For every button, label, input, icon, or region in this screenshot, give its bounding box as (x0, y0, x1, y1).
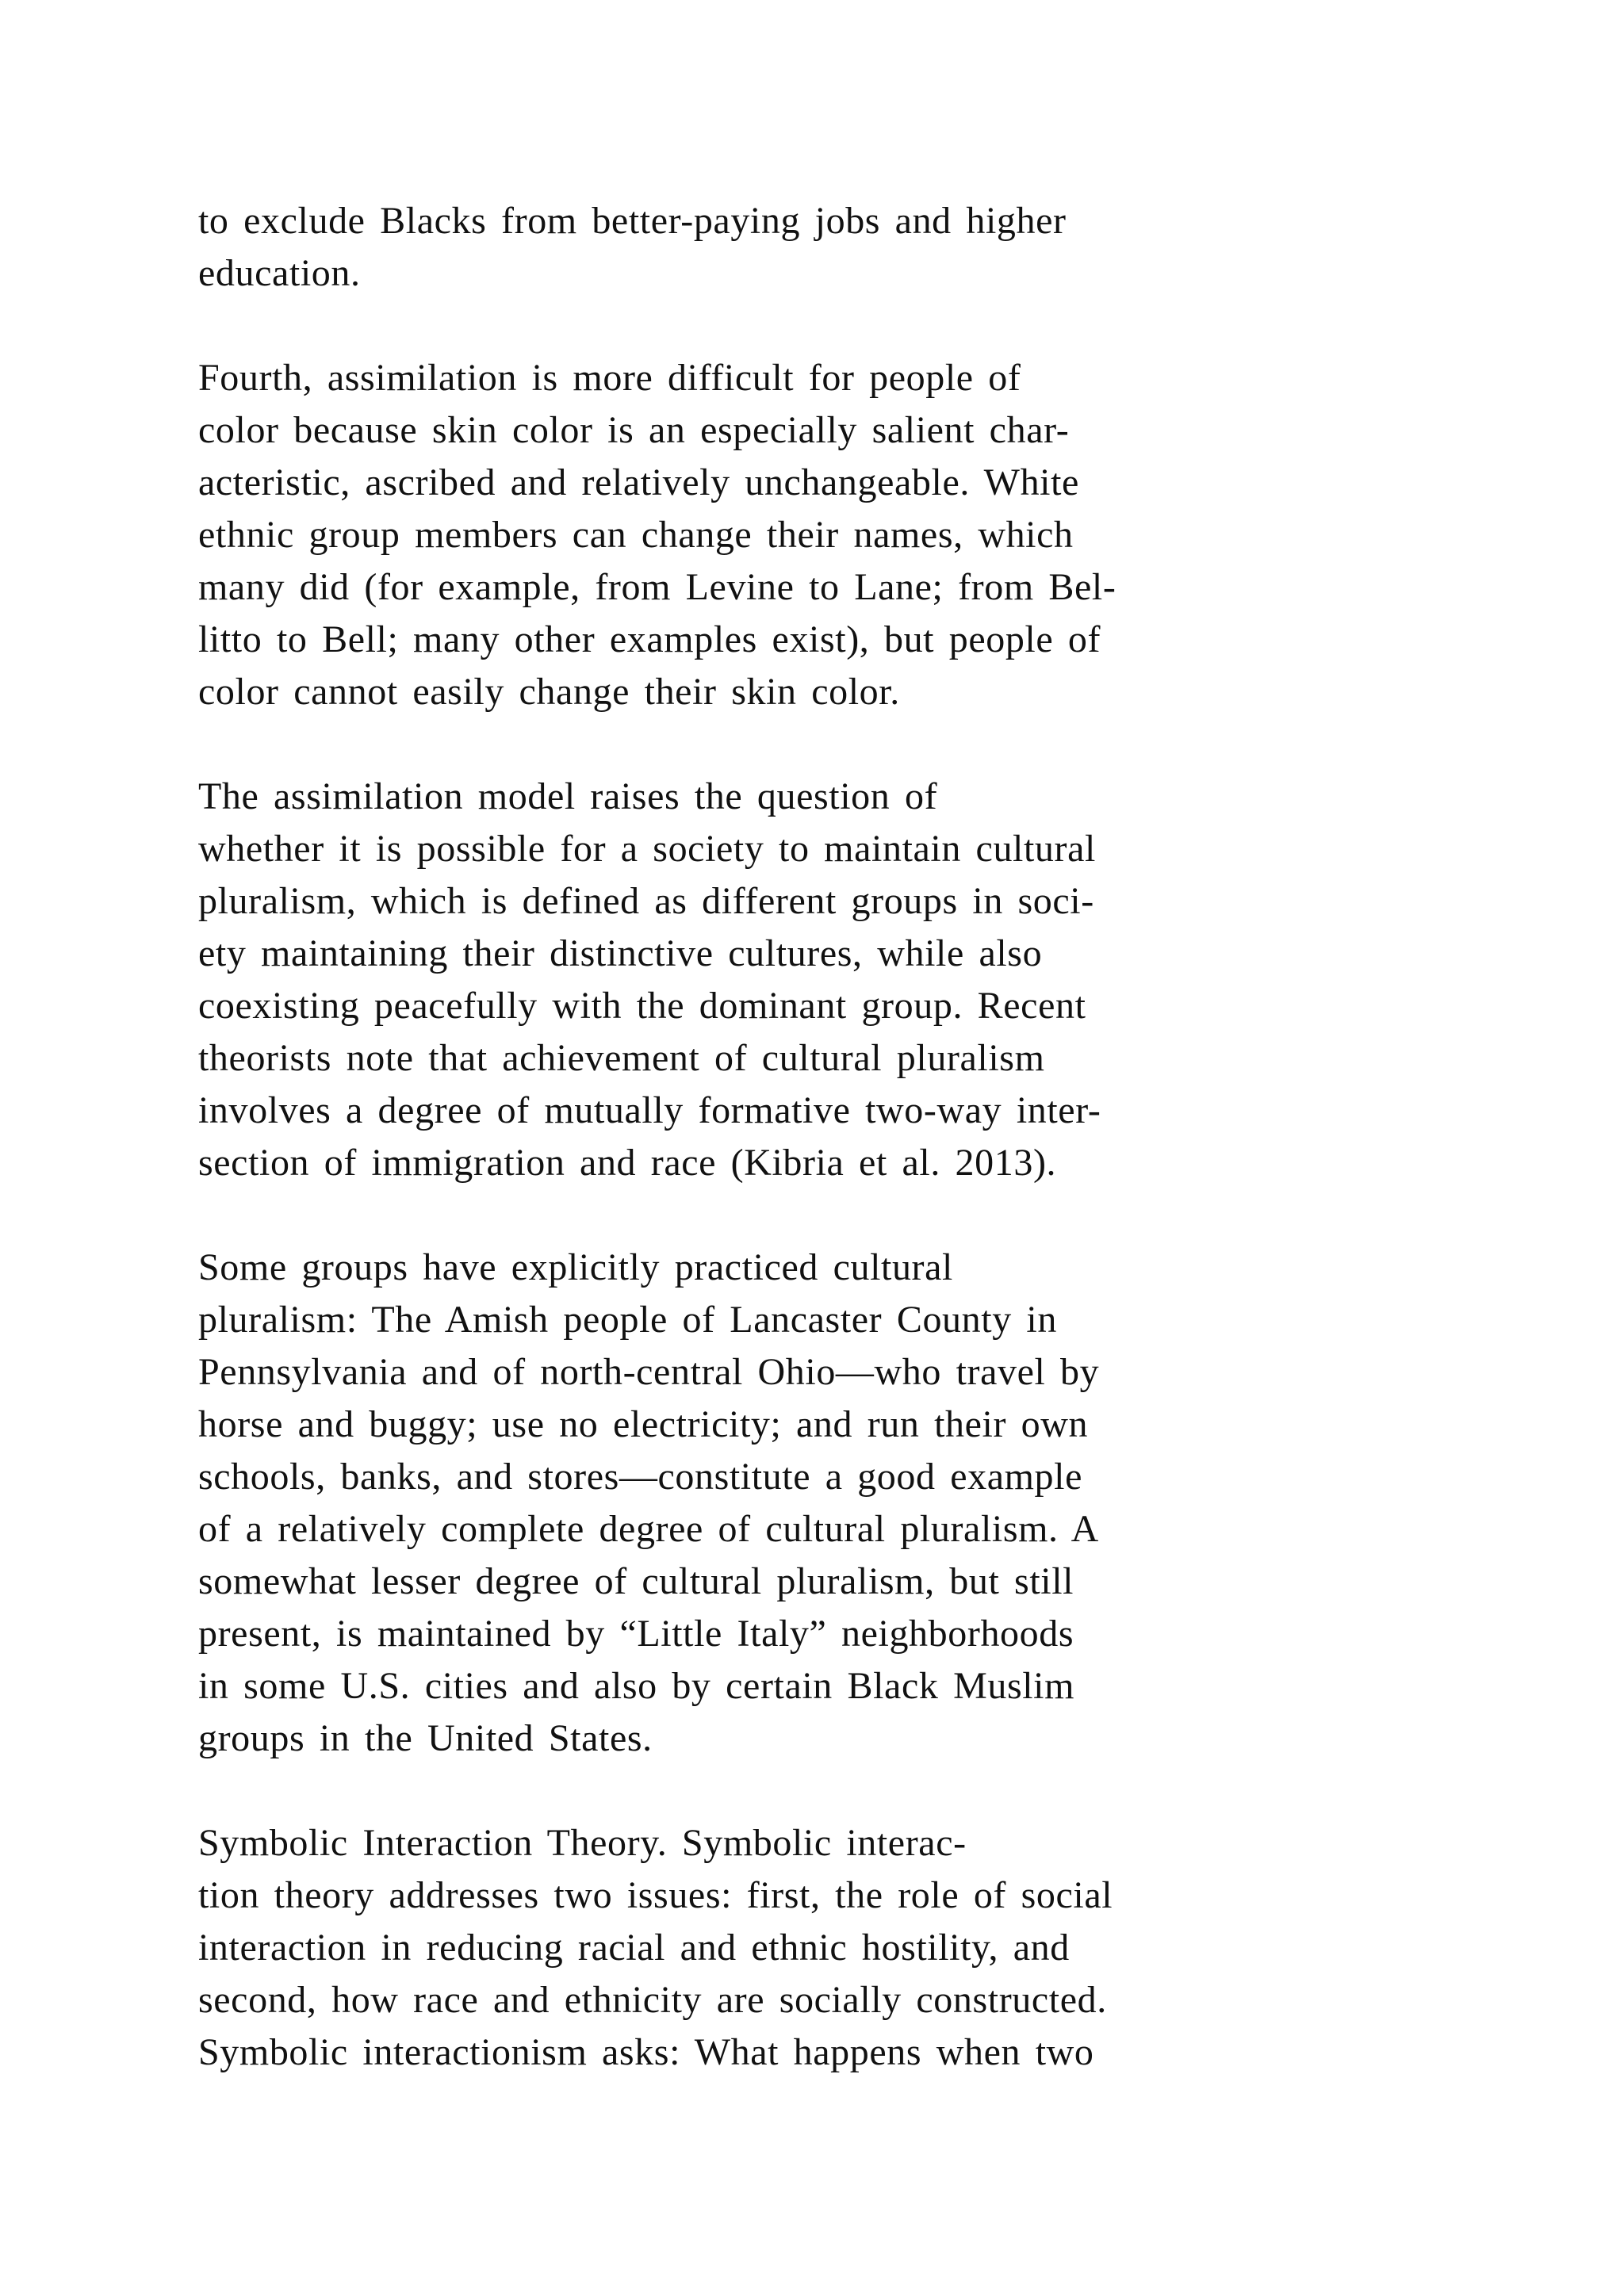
text-line: acteristic, ascribed and relatively unchangeable. White (198, 461, 1079, 503)
text-line: interaction in reducing racial and ethnic hostility, and (198, 1927, 1070, 1969)
text-line: of a relatively complete degree of cultural pluralism. A (198, 1508, 1099, 1550)
text-line: involves a degree of mutually formative two-way inter- (198, 1089, 1101, 1131)
text-line: theorists note that achievement of cultural pluralism (198, 1037, 1045, 1079)
text-line: many did (for example, from Levine to Lane; from Bel- (198, 566, 1116, 608)
paragraph-2 (198, 352, 1515, 718)
paragraph-3 (198, 771, 1515, 1189)
text-line: litto to Bell; many other examples exist), but people of (198, 618, 1101, 660)
text-line: somewhat lesser degree of cultural pluralism, but still (198, 1560, 1074, 1602)
text-line: pluralism, which is defined as different groups in soci- (198, 880, 1094, 922)
text-line: present, is maintained by “Little Italy” neighborhoods (198, 1613, 1074, 1655)
text-line: Symbolic interactionism asks: What happens when two (198, 2031, 1094, 2073)
text-line: education. (198, 252, 361, 294)
paragraph-4 (198, 1242, 1515, 1765)
text-line: second, how race and ethnicity are socially constructed. (198, 1979, 1107, 2021)
text-line: color cannot easily change their skin color. (198, 671, 900, 713)
text-line: pluralism: The Amish people of Lancaster County in (198, 1299, 1057, 1341)
text-line: whether it is possible for a society to maintain cultural (198, 828, 1096, 870)
text-line: Pennsylvania and of north-central Ohio—who travel by (198, 1351, 1100, 1393)
text-line: color because skin color is an especially salient char- (198, 409, 1070, 451)
text-line: coexisting peacefully with the dominant group. Recent (198, 985, 1086, 1027)
text-line: tion theory addresses two issues: first, the role of social (198, 1874, 1113, 1916)
text-line: to exclude Blacks from better-paying jobs and higher (198, 200, 1067, 242)
text-line: Fourth, assimilation is more difficult for people of (198, 357, 1021, 399)
text-line: schools, banks, and stores—constitute a good example (198, 1456, 1082, 1498)
paragraph-5 (198, 1817, 1515, 2079)
text-line: Some groups have explicitly practiced cultural (198, 1246, 953, 1288)
text-line: in some U.S. cities and also by certain Black Muslim (198, 1665, 1075, 1707)
text-line: groups in the United States. (198, 1717, 653, 1759)
text-line: Symbolic Interaction Theory. Symbolic interac- (198, 1822, 967, 1864)
text-line: ethnic group members can change their names, which (198, 514, 1074, 556)
text-line: section of immigration and race (Kibria et al. 2013). (198, 1142, 1057, 1184)
paragraph-1 (198, 195, 1515, 300)
text-line: horse and buggy; use no electricity; and run their own (198, 1403, 1089, 1445)
text-line: ety maintaining their distinctive cultures, while also (198, 932, 1043, 974)
text-line: The assimilation model raises the question of (198, 775, 938, 817)
body-text (198, 195, 1515, 2131)
